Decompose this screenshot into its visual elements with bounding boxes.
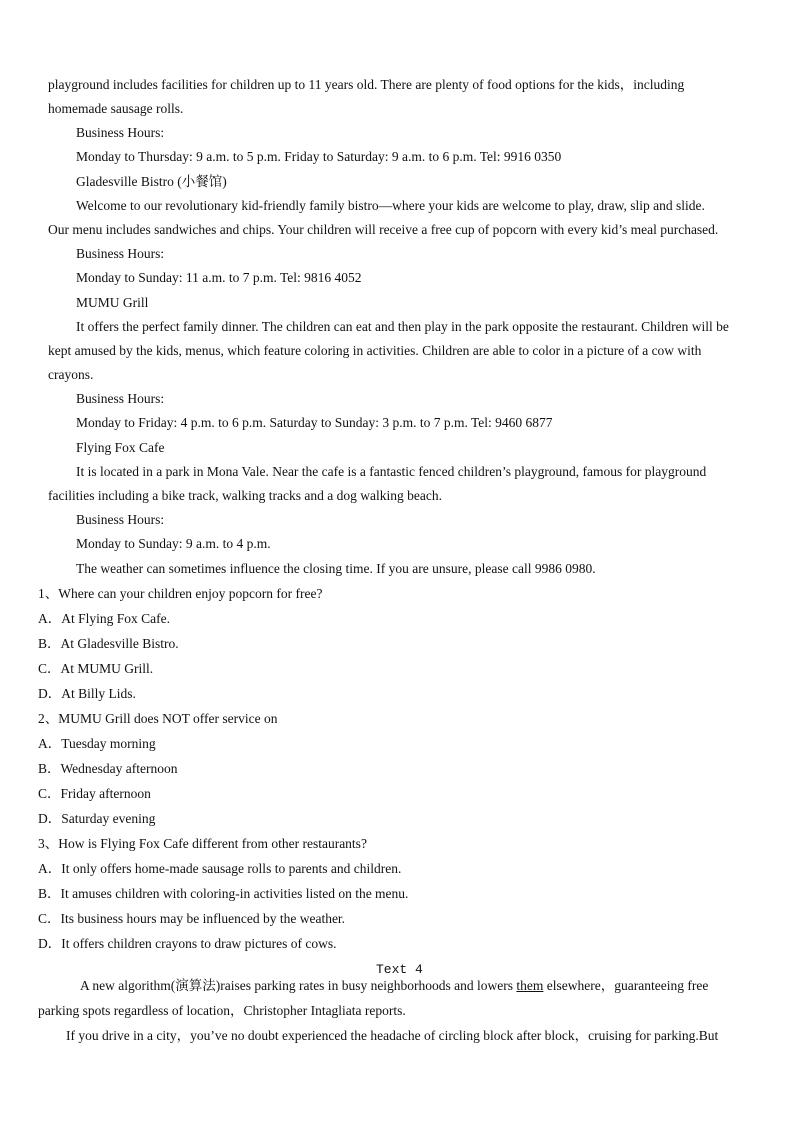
mumu-grill-hours: Monday to Friday: 4 p.m. to 6 p.m. Saturday to Sunday: 3 p.m. to 7 p.m. Tel: 9460 6877	[76, 415, 553, 430]
flying-fox-cafe-hours: Monday to Sunday: 9 a.m. to 4 p.m.	[76, 536, 271, 551]
billy-lids-desc-line: playground includes facilities for children up to 11 years old. There are plenty of food options for the kids，including	[48, 77, 685, 92]
answer-option: B．At Gladesville Bistro.	[38, 636, 179, 651]
question-stem: 3、How is Flying Fox Cafe different from other restaurants?	[38, 836, 367, 851]
gladesville-bistro-desc-line: Our menu includes sandwiches and chips. Your children will receive a free cup of popcorn with every kid’s meal purchased.	[48, 222, 719, 237]
billy-lids-desc-line: homemade sausage rolls.	[48, 101, 184, 116]
section-title: Text 4	[376, 962, 423, 977]
business-hours-label: Business Hours:	[76, 391, 165, 406]
gladesville-bistro-desc-line: Welcome to our revolutionary kid-friendly family bistro—where your kids are welcome to play, draw, slip and slide.	[76, 198, 705, 213]
text4-paragraph-line: If you drive in a city，you’ve no doubt experienced the headache of circling block after block，cruising for parking.But	[66, 1028, 719, 1043]
flying-fox-cafe-name: Flying Fox Cafe	[76, 440, 165, 455]
billy-lids-hours: Monday to Thursday: 9 a.m. to 5 p.m. Friday to Saturday: 9 a.m. to 6 p.m. Tel: 9916 0350	[76, 149, 562, 164]
flying-fox-cafe-desc-line: facilities including a bike track, walking tracks and a dog walking beach.	[48, 488, 442, 503]
gladesville-bistro-hours: Monday to Sunday: 11 a.m. to 7 p.m. Tel: 9816 4052	[76, 270, 362, 285]
underlined-word: them	[516, 978, 544, 993]
mumu-grill-desc-line: kept amused by the kids, menus, which feature coloring in activities. Children are able to color in a picture of a cow with	[48, 343, 702, 358]
answer-option: C．Its business hours may be influenced by the weather.	[38, 911, 346, 926]
text4-text: elsewhere，guaranteeing free	[543, 978, 709, 993]
answer-option: D．At Billy Lids.	[38, 686, 136, 701]
mumu-grill-name: MUMU Grill	[76, 295, 149, 310]
question-stem: 1、Where can your children enjoy popcorn for free?	[38, 586, 323, 601]
weather-note: The weather can sometimes influence the closing time. If you are unsure, please call 9986 0980.	[76, 561, 596, 576]
answer-option: B．It amuses children with coloring-in activities listed on the menu.	[38, 886, 409, 901]
mumu-grill-desc-line: It offers the perfect family dinner. The children can eat and then play in the park opposite the restaurant. Children will be	[76, 319, 729, 334]
answer-option: C．Friday afternoon	[38, 786, 151, 801]
mumu-grill-desc-line: crayons.	[48, 367, 94, 382]
answer-option: C．At MUMU Grill.	[38, 661, 154, 676]
answer-option: D．Saturday evening	[38, 811, 156, 826]
answer-option: A．At Flying Fox Cafe.	[38, 611, 171, 626]
business-hours-label: Business Hours:	[76, 512, 165, 527]
answer-option: D．It offers children crayons to draw pictures of cows.	[38, 936, 337, 951]
gladesville-bistro-name: Gladesville Bistro (小餐馆)	[76, 174, 227, 189]
flying-fox-cafe-desc-line: It is located in a park in Mona Vale. Near the cafe is a fantastic fenced children’s playground, famous for playground	[76, 464, 707, 479]
text4-text: A new algorithm(演算法)raises parking rates in busy neighborhoods and lowers	[80, 978, 517, 993]
answer-option: A．Tuesday morning	[38, 736, 156, 751]
text4-paragraph-line	[80, 977, 708, 995]
question-stem: 2、MUMU Grill does NOT offer service on	[38, 711, 278, 726]
business-hours-label: Business Hours:	[76, 246, 165, 261]
answer-option: A．It only offers home-made sausage rolls to parents and children.	[38, 861, 402, 876]
answer-option: B．Wednesday afternoon	[38, 761, 178, 776]
business-hours-label: Business Hours:	[76, 125, 165, 140]
text4-paragraph-line: parking spots regardless of location，Christopher Intagliata reports.	[38, 1003, 406, 1018]
